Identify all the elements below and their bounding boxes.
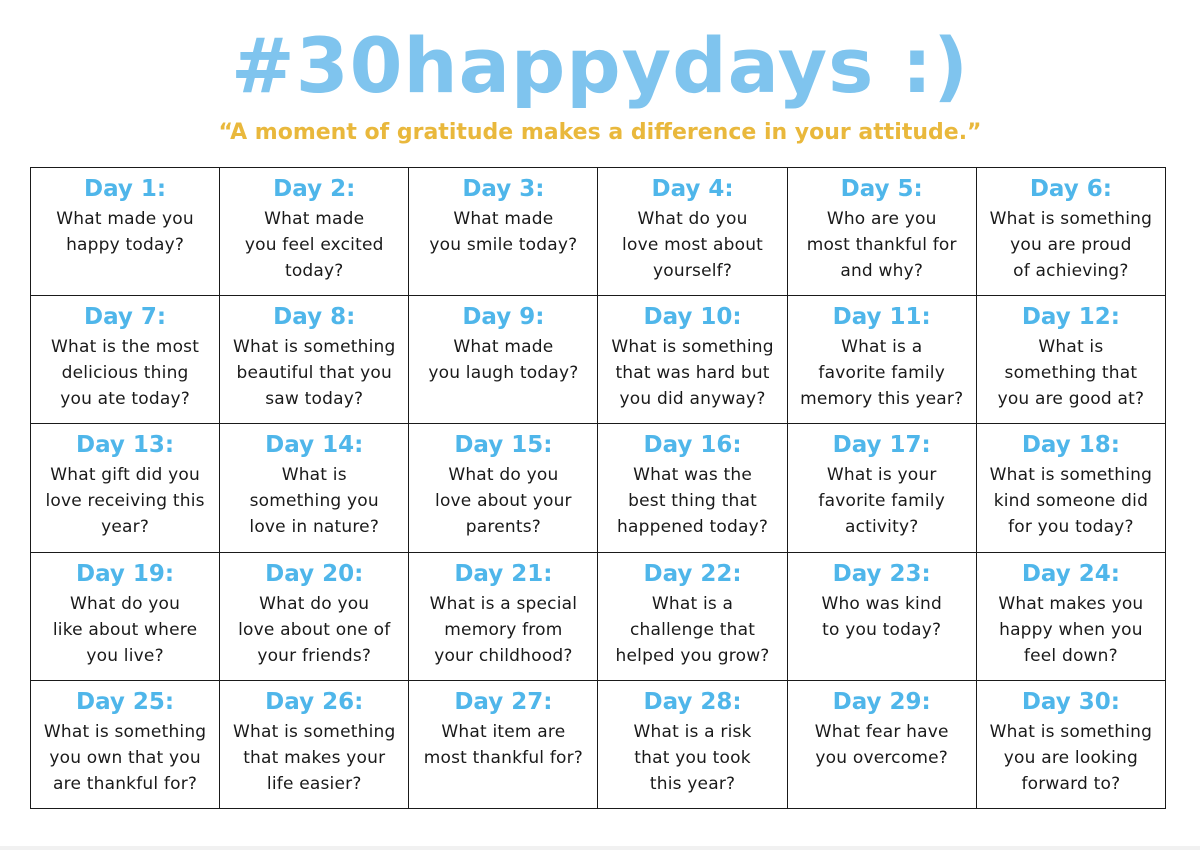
question-line: parents? [465,517,541,538]
day-cell [787,168,976,296]
question-line: are thankful for? [53,773,198,794]
day-question [792,462,972,540]
day-cell [976,680,1165,808]
question-line: What do you [259,593,370,614]
day-cell [598,424,787,552]
question-line: year? [101,517,150,538]
day-label: Day 28: [643,688,742,715]
day-question [981,591,1161,669]
question-line: you did anyway? [619,389,766,410]
question-line: you ate today? [60,389,190,410]
question-line: you own that you [49,747,201,768]
day-cell [31,296,220,424]
question-line: yourself? [653,261,733,281]
day-label: Day 21: [454,560,553,587]
question-line: feel down? [1023,645,1118,666]
question-line: life easier? [266,773,362,794]
day-label: Day 15: [454,432,553,459]
question-line: What is something [611,337,774,358]
page-title: #30happydays :) [231,21,969,110]
day-question [413,206,593,258]
day-cell [31,680,220,808]
question-line: this year? [649,773,736,794]
question-line: What made [453,337,554,358]
day-label: Day 5: [840,176,923,202]
question-line: your friends? [257,645,372,666]
question-line: What is a [841,337,923,358]
question-line: delicious thing [61,363,189,384]
day-question [413,334,593,386]
day-question [602,462,782,540]
day-label: Day 3: [462,176,545,202]
day-label: Day 22: [643,560,742,587]
day-label: Day 13: [76,432,175,459]
question-line: What is something [233,337,396,358]
question-line: memory this year? [800,389,964,410]
grid-row [31,680,1166,808]
question-line: What is something [43,721,207,742]
day-label: Day 25: [76,688,175,715]
day-question [413,462,593,540]
grid-row [31,296,1166,424]
question-line: that you took [634,747,751,768]
day-cell [598,552,787,680]
question-line: happy when you [999,619,1143,640]
question-line: like about where [52,619,198,640]
day-question [792,334,972,412]
question-line: that was hard but [615,363,770,384]
day-cell [220,296,409,424]
question-line: you overcome? [815,747,948,768]
day-question [413,591,593,669]
question-line: most thankful for? [423,747,584,768]
question-line: happy today? [66,235,185,255]
question-line: beautiful that you [236,363,392,384]
question-line: to you today? [822,619,942,640]
day-label: Day 11: [832,304,931,331]
day-cell [220,424,409,552]
day-cell [976,424,1165,552]
question-line: you laugh today? [428,363,579,384]
question-line: your childhood? [434,645,573,666]
question-line: What do you [448,465,559,486]
days-grid [30,167,1166,809]
question-line: you feel excited [244,235,384,255]
day-label: Day 19: [76,560,175,587]
day-label: Day 23: [832,560,931,587]
question-line: What is something [989,209,1153,229]
day-cell [598,168,787,296]
question-line: What is [281,465,347,486]
question-line: What made [264,209,365,229]
question-line: What is your [826,465,937,486]
day-question [35,206,215,258]
day-cell [409,424,598,552]
question-line: What is a risk [633,721,752,742]
day-question [35,462,215,540]
day-cell [976,296,1165,424]
day-question [602,206,782,284]
question-line: of achieving? [1013,261,1129,281]
question-line: activity? [844,517,919,538]
question-line: favorite family [818,363,945,384]
question-line: happened today? [617,517,769,538]
grid-row [31,552,1166,680]
day-label: Day 7: [84,304,167,331]
question-line: What do you [70,593,181,614]
page-subtitle-quote: “A moment of gratitude makes a difference in your attitude.” [218,120,982,145]
day-label: Day 4: [651,176,734,202]
question-line: What is a special [429,593,578,614]
day-label: Day 26: [265,688,364,715]
day-question [792,206,972,284]
question-line: and why? [840,261,924,281]
question-line: that makes your [243,747,386,768]
question-line: challenge that [629,619,756,640]
day-cell [409,168,598,296]
question-line: What is the most [51,337,200,358]
day-label: Day 24: [1021,560,1120,587]
day-label: Day 9: [462,304,545,331]
question-line: What was the [633,465,753,486]
question-line: What do you [637,209,748,229]
question-line: you are proud [1010,235,1132,255]
question-line: helped you grow? [615,645,770,666]
day-cell [220,168,409,296]
question-line: What made [453,209,554,229]
question-line: for you today? [1008,517,1134,538]
day-label: Day 30: [1021,688,1120,715]
question-line: forward to? [1021,773,1121,794]
question-line: Who are you [826,209,937,229]
day-label: Day 2: [273,176,356,202]
question-line: What item are [441,721,566,742]
day-label: Day 8: [273,304,356,331]
question-line: What gift did you [50,465,200,486]
question-line: best thing that [628,491,757,512]
day-label: Day 10: [643,304,742,331]
day-question [224,462,404,540]
day-label: Day 1: [84,176,167,202]
day-question [224,591,404,669]
day-question [602,719,782,797]
question-line: you are good at? [997,389,1145,410]
bottom-divider [0,846,1200,850]
day-cell [31,168,220,296]
question-line: kind someone did [993,491,1149,512]
question-line: love about your [435,491,572,512]
day-question [35,719,215,797]
day-question [981,462,1161,540]
question-line: What fear have [814,721,949,742]
day-label: Day 20: [265,560,364,587]
question-line: you are looking [1003,747,1138,768]
question-line: What is something [233,721,396,742]
day-cell [31,424,220,552]
question-line: love most about [622,235,764,255]
question-line: saw today? [265,389,364,410]
day-label: Day 17: [832,432,931,459]
question-line: love in nature? [249,517,380,538]
day-question [413,719,593,771]
day-label: Day 16: [643,432,742,459]
day-cell [787,296,976,424]
question-line: What made you [56,209,194,229]
question-line: favorite family [818,491,945,512]
question-line: What is a [651,593,734,614]
day-cell [976,552,1165,680]
question-line: something you [249,491,379,512]
day-cell [976,168,1165,296]
day-question [981,206,1161,284]
question-line: What is something [989,465,1153,486]
day-cell [409,296,598,424]
day-question [981,719,1161,797]
day-question [602,334,782,412]
day-question [602,591,782,669]
question-line: Who was kind [821,593,942,614]
day-label: Day 14: [265,432,364,459]
day-cell [31,552,220,680]
day-cell [598,296,787,424]
day-cell [787,552,976,680]
question-line: you live? [86,645,164,666]
question-line: love receiving this [45,491,205,512]
question-line: today? [284,261,344,281]
day-question [224,719,404,797]
grid-row [31,424,1166,552]
day-cell [220,552,409,680]
day-question [224,206,404,284]
day-question [792,719,972,771]
day-cell [787,680,976,808]
day-label: Day 18: [1021,432,1120,459]
question-line: What makes you [998,593,1144,614]
day-label: Day 12: [1021,304,1120,331]
question-line: memory from [444,619,563,640]
question-line: What is something [989,721,1153,742]
grid-row [31,168,1166,296]
day-label: Day 29: [832,688,931,715]
day-cell [409,552,598,680]
question-line: love about one of [238,619,391,640]
question-line: something that [1004,363,1138,384]
day-cell [409,680,598,808]
question-line: you smile today? [429,235,578,255]
day-cell [787,424,976,552]
day-cell [220,680,409,808]
question-line: most thankful for [806,235,957,255]
day-label: Day 6: [1029,176,1112,202]
day-question [792,591,972,643]
day-question [981,334,1161,412]
question-line: What is [1038,337,1104,358]
day-cell [598,680,787,808]
day-label: Day 27: [454,688,553,715]
day-question [224,334,404,412]
day-question [35,591,215,669]
day-question [35,334,215,412]
